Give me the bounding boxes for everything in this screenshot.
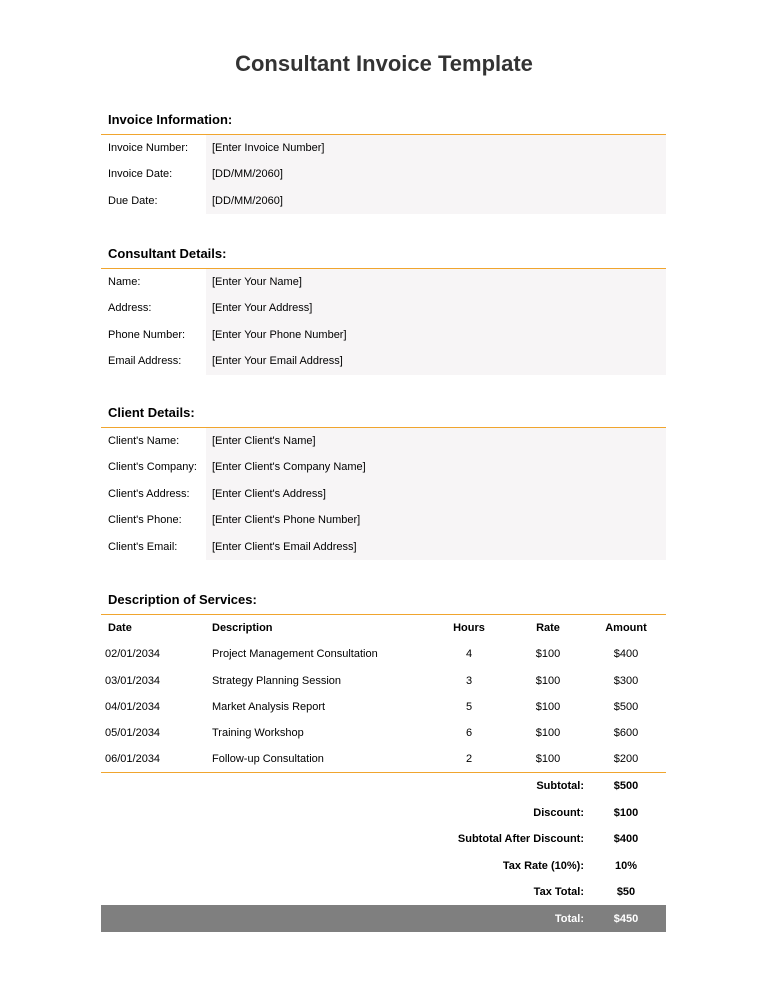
service-date[interactable]: 02/01/2034 <box>105 648 161 661</box>
service-rate[interactable]: $100 <box>535 753 561 766</box>
service-hours[interactable]: 6 <box>465 727 473 740</box>
consultant-name-row <box>101 269 666 295</box>
service-date[interactable]: 06/01/2034 <box>105 753 161 766</box>
consultant-email-label: Email Address: <box>108 355 182 368</box>
consultant-address-value[interactable]: [Enter Your Address] <box>212 302 313 315</box>
client-name-row <box>101 428 666 454</box>
client-email-row <box>101 534 666 560</box>
subtotal-row <box>101 772 666 799</box>
service-hours[interactable]: 4 <box>465 648 473 661</box>
due-date-value[interactable]: [DD/MM/2060] <box>212 194 283 207</box>
client-company-value[interactable]: [Enter Client's Company Name] <box>212 461 366 474</box>
client-address-value[interactable]: [Enter Client's Address] <box>212 487 326 500</box>
totals-block <box>101 772 666 932</box>
client-name-label: Client's Name: <box>108 435 180 447</box>
due-date-label: Due Date: <box>108 194 158 207</box>
consultant-name-label: Name: <box>108 276 141 288</box>
service-description[interactable]: Market Analysis Report <box>212 700 326 713</box>
client-name-value[interactable]: [Enter Client's Name] <box>212 435 316 447</box>
client-company-row <box>101 454 666 480</box>
after-discount-value: $400 <box>613 833 639 846</box>
consultant-email-row <box>101 348 666 374</box>
service-date[interactable]: 03/01/2034 <box>105 674 161 687</box>
services-heading: Description of Services: <box>108 592 257 607</box>
service-amount: $400 <box>613 648 639 661</box>
invoice-date-label: Invoice Date: <box>108 168 173 181</box>
service-amount: $200 <box>613 753 639 766</box>
service-hours[interactable]: 5 <box>465 700 473 713</box>
discount-row <box>101 799 666 826</box>
client-address-label: Client's Address: <box>108 487 190 500</box>
col-amount-header: Amount <box>605 622 647 634</box>
after-discount-label: Subtotal After Discount: <box>457 833 584 846</box>
service-hours[interactable]: 3 <box>465 674 473 687</box>
consultant-phone-label: Phone Number: <box>108 328 186 341</box>
grand-total-row <box>101 905 666 932</box>
client-company-label: Client's Company: <box>108 461 197 474</box>
page-title: Consultant Invoice Template <box>235 51 533 76</box>
service-description[interactable]: Training Workshop <box>212 727 304 740</box>
col-date-header: Date <box>108 622 132 634</box>
client-phone-value[interactable]: [Enter Client's Phone Number] <box>212 514 361 527</box>
tax-rate-value[interactable]: 10% <box>614 859 638 872</box>
invoice-date-value[interactable]: [DD/MM/2060] <box>212 168 283 181</box>
service-date[interactable]: 05/01/2034 <box>105 727 161 740</box>
table-row <box>101 694 666 720</box>
tax-rate-row <box>101 852 666 879</box>
client-details-heading: Client Details: <box>108 405 195 420</box>
service-hours[interactable]: 2 <box>465 753 473 766</box>
invoice-number-value[interactable]: [Enter Invoice Number] <box>212 142 325 154</box>
discount-value[interactable]: $100 <box>613 806 639 819</box>
col-rate-header: Rate <box>536 622 560 634</box>
service-amount: $300 <box>613 674 639 687</box>
consultant-address-row <box>101 295 666 321</box>
invoice-number-row <box>101 135 666 161</box>
service-description[interactable]: Strategy Planning Session <box>212 674 342 687</box>
consultant-phone-value[interactable]: [Enter Your Phone Number] <box>212 328 347 341</box>
table-row <box>101 720 666 746</box>
invoice-info-table <box>101 135 666 214</box>
table-row <box>101 641 666 667</box>
client-phone-row <box>101 507 666 533</box>
service-amount: $600 <box>613 727 639 740</box>
consultant-details-heading: Consultant Details: <box>108 246 227 261</box>
tax-total-row <box>101 878 666 905</box>
service-description[interactable]: Project Management Consultation <box>212 648 378 661</box>
table-row <box>101 746 666 772</box>
services-table <box>101 615 666 773</box>
service-amount: $500 <box>613 700 639 713</box>
tax-total-value: $50 <box>616 886 636 899</box>
total-value: $450 <box>613 912 639 925</box>
service-rate[interactable]: $100 <box>535 700 561 713</box>
consultant-name-value[interactable]: [Enter Your Name] <box>212 276 302 288</box>
invoice-date-row <box>101 161 666 187</box>
col-hours-header: Hours <box>453 622 485 634</box>
invoice-number-label: Invoice Number: <box>108 142 189 154</box>
consultant-address-label: Address: <box>108 302 152 315</box>
client-email-label: Client's Email: <box>108 540 178 553</box>
total-label: Total: <box>554 912 584 925</box>
client-phone-label: Client's Phone: <box>108 514 182 527</box>
subtotal-label: Subtotal: <box>536 780 584 792</box>
subtotal-value: $500 <box>613 780 639 792</box>
tax-rate-label: Tax Rate (10%): <box>502 859 584 872</box>
service-rate[interactable]: $100 <box>535 648 561 661</box>
client-address-row <box>101 481 666 507</box>
service-description[interactable]: Follow-up Consultation <box>212 753 324 766</box>
client-details-table <box>101 428 666 560</box>
due-date-row <box>101 188 666 214</box>
after-discount-row <box>101 825 666 852</box>
client-email-value[interactable]: [Enter Client's Email Address] <box>212 540 357 553</box>
service-rate[interactable]: $100 <box>535 727 561 740</box>
col-description-header: Description <box>212 622 273 634</box>
consultant-phone-row <box>101 322 666 348</box>
service-rate[interactable]: $100 <box>535 674 561 687</box>
services-header-row <box>101 615 666 641</box>
discount-label: Discount: <box>533 806 584 819</box>
consultant-email-value[interactable]: [Enter Your Email Address] <box>212 355 343 368</box>
tax-total-label: Tax Total: <box>533 886 584 899</box>
consultant-details-table <box>101 269 666 375</box>
service-date[interactable]: 04/01/2034 <box>105 700 161 713</box>
invoice-info-heading: Invoice Information: <box>108 112 233 127</box>
table-row <box>101 668 666 694</box>
